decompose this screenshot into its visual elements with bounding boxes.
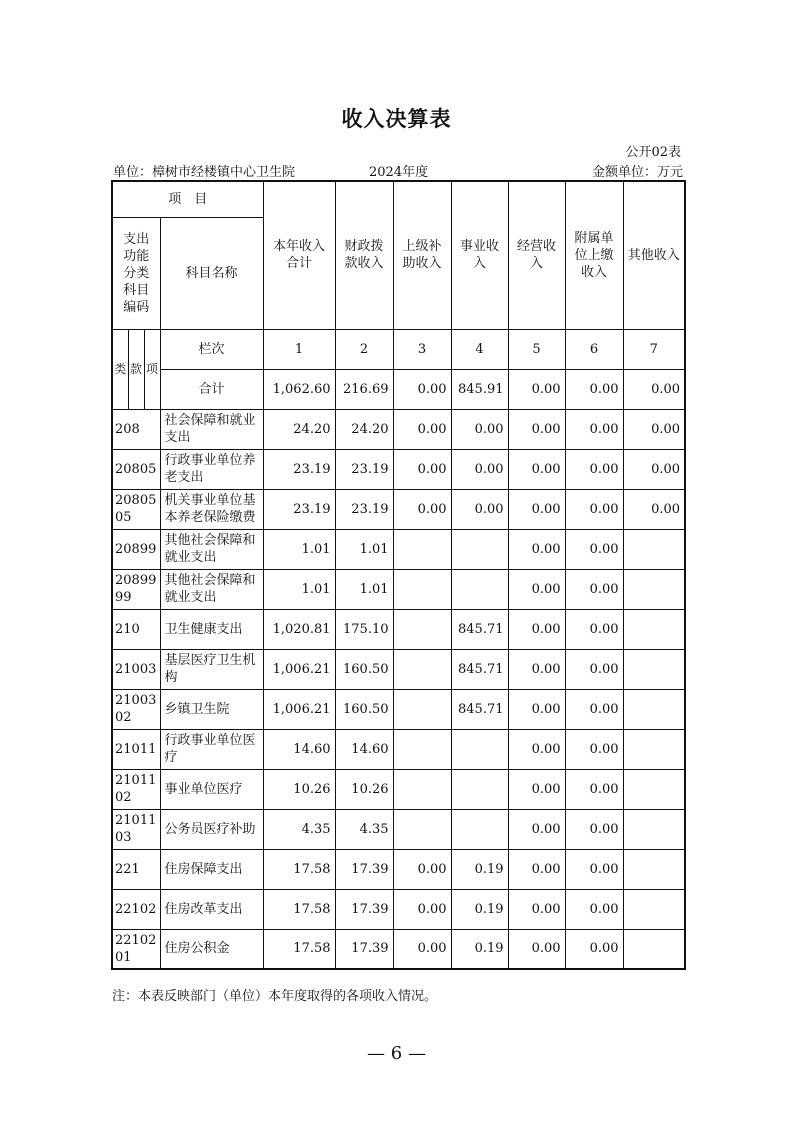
- row-total-income: 17.58: [263, 929, 335, 969]
- row-code: 210: [112, 609, 160, 649]
- row-fiscal-allocation: 160.50: [335, 649, 393, 689]
- header-lanci: 栏次: [160, 329, 263, 369]
- row-superior-subsidy: 0.00: [393, 409, 451, 449]
- row-subsidiary-income: 0.00: [565, 529, 623, 569]
- row-subsidiary-income: 0.00: [565, 609, 623, 649]
- form-number: 公开02表: [625, 145, 681, 160]
- row-business-income: 0.19: [451, 889, 508, 929]
- row-other-income: [623, 769, 685, 809]
- header-operating-income: 经营收入: [508, 181, 565, 329]
- row-other-income: [623, 689, 685, 729]
- header-subsidiary-income: 附属单位上缴收入: [565, 181, 623, 329]
- row-business-income: [451, 569, 508, 609]
- row-code: 208: [112, 409, 160, 449]
- header-total-income: 本年收入合计: [263, 181, 335, 329]
- row-total-income: 1,020.81: [263, 609, 335, 649]
- year-label: 2024年度: [369, 165, 429, 180]
- row-operating-income: 0.00: [508, 769, 565, 809]
- row-fiscal-allocation: 24.20: [335, 409, 393, 449]
- table-row: [112, 889, 685, 929]
- row-subsidiary-income: 0.00: [565, 409, 623, 449]
- row-other-income: 0.00: [623, 449, 685, 489]
- row-subject-name: 乡镇卫生院: [160, 689, 263, 729]
- total-cell: 1,062.60: [263, 369, 335, 409]
- row-code: 221: [112, 849, 160, 889]
- total-row: [112, 369, 685, 409]
- row-operating-income: 0.00: [508, 489, 565, 529]
- amount-unit-label: 金额单位：万元: [591, 165, 683, 180]
- row-fiscal-allocation: 17.39: [335, 929, 393, 969]
- row-business-income: 0.19: [451, 849, 508, 889]
- row-operating-income: 0.00: [508, 449, 565, 489]
- row-code: 2210201: [112, 929, 160, 969]
- row-total-income: 17.58: [263, 889, 335, 929]
- header-xiang: 项: [144, 329, 160, 409]
- row-other-income: [623, 809, 685, 849]
- col-number: 2: [335, 329, 393, 369]
- total-cell: 845.91: [451, 369, 508, 409]
- row-other-income: [623, 649, 685, 689]
- row-operating-income: 0.00: [508, 609, 565, 649]
- table-row: [112, 409, 685, 449]
- total-cell: 216.69: [335, 369, 393, 409]
- row-operating-income: 0.00: [508, 689, 565, 729]
- row-other-income: [623, 849, 685, 889]
- row-code: 2089999: [112, 569, 160, 609]
- row-subject-name: 卫生健康支出: [160, 609, 263, 649]
- row-code: 20899: [112, 529, 160, 569]
- header-fiscal-allocation: 财政拨款收入: [335, 181, 393, 329]
- row-subsidiary-income: 0.00: [565, 569, 623, 609]
- row-subsidiary-income: 0.00: [565, 809, 623, 849]
- row-business-income: 0.00: [451, 409, 508, 449]
- table-note: 注：本表反映部门（单位）本年度取得的各项收入情况。: [112, 989, 438, 1004]
- col-number: 5: [508, 329, 565, 369]
- row-fiscal-allocation: 1.01: [335, 569, 393, 609]
- row-operating-income: 0.00: [508, 409, 565, 449]
- header-lei: 类: [112, 329, 128, 409]
- row-fiscal-allocation: 17.39: [335, 889, 393, 929]
- row-subsidiary-income: 0.00: [565, 449, 623, 489]
- row-subject-name: 机关事业单位基本养老保险缴费: [160, 489, 263, 529]
- row-superior-subsidy: [393, 809, 451, 849]
- header-subject-name: 科目名称: [160, 217, 263, 329]
- row-superior-subsidy: [393, 769, 451, 809]
- row-operating-income: 0.00: [508, 809, 565, 849]
- row-superior-subsidy: [393, 729, 451, 769]
- row-code: 21003: [112, 649, 160, 689]
- row-business-income: [451, 729, 508, 769]
- row-fiscal-allocation: 23.19: [335, 489, 393, 529]
- row-subject-name: 公务员医疗补助: [160, 809, 263, 849]
- table-row: [112, 849, 685, 889]
- col-number: 7: [623, 329, 685, 369]
- row-total-income: 10.26: [263, 769, 335, 809]
- row-operating-income: 0.00: [508, 929, 565, 969]
- row-other-income: [623, 569, 685, 609]
- header-code: 支出功能分类科目编码: [112, 217, 160, 329]
- col-number: 1: [263, 329, 335, 369]
- row-business-income: 0.00: [451, 449, 508, 489]
- row-subject-name: 住房改革支出: [160, 889, 263, 929]
- row-subject-name: 其他社会保障和就业支出: [160, 529, 263, 569]
- row-other-income: [623, 889, 685, 929]
- row-operating-income: 0.00: [508, 649, 565, 689]
- table-row: [112, 929, 685, 969]
- row-fiscal-allocation: 10.26: [335, 769, 393, 809]
- row-business-income: 845.71: [451, 649, 508, 689]
- table-row: [112, 729, 685, 769]
- col-number: 6: [565, 329, 623, 369]
- table-row: [112, 569, 685, 609]
- row-superior-subsidy: 0.00: [393, 449, 451, 489]
- table-row: [112, 769, 685, 809]
- row-subject-name: 行政事业单位医疗: [160, 729, 263, 769]
- page-title: 收入决算表: [341, 106, 452, 131]
- row-operating-income: 0.00: [508, 889, 565, 929]
- total-cell: 0.00: [508, 369, 565, 409]
- row-total-income: 24.20: [263, 409, 335, 449]
- total-cell: 0.00: [623, 369, 685, 409]
- row-total-income: 1.01: [263, 569, 335, 609]
- row-operating-income: 0.00: [508, 529, 565, 569]
- row-other-income: 0.00: [623, 409, 685, 449]
- row-superior-subsidy: [393, 569, 451, 609]
- row-subsidiary-income: 0.00: [565, 649, 623, 689]
- table-row: [112, 529, 685, 569]
- row-operating-income: 0.00: [508, 849, 565, 889]
- table-row: [112, 489, 685, 529]
- header-other-income: 其他收入: [623, 181, 685, 329]
- row-fiscal-allocation: 160.50: [335, 689, 393, 729]
- row-total-income: 14.60: [263, 729, 335, 769]
- row-subsidiary-income: 0.00: [565, 729, 623, 769]
- row-subject-name: 社会保障和就业支出: [160, 409, 263, 449]
- col-number: 3: [393, 329, 451, 369]
- row-code: 2100302: [112, 689, 160, 729]
- row-other-income: [623, 729, 685, 769]
- row-subsidiary-income: 0.00: [565, 929, 623, 969]
- row-total-income: 1,006.21: [263, 689, 335, 729]
- page-number: — 6 —: [367, 1043, 426, 1064]
- row-operating-income: 0.00: [508, 729, 565, 769]
- row-code: 2101102: [112, 769, 160, 809]
- row-subject-name: 住房公积金: [160, 929, 263, 969]
- row-superior-subsidy: 0.00: [393, 889, 451, 929]
- row-code: 2101103: [112, 809, 160, 849]
- row-fiscal-allocation: 4.35: [335, 809, 393, 849]
- total-label: 合计: [160, 369, 263, 409]
- row-total-income: 23.19: [263, 489, 335, 529]
- total-cell: 0.00: [393, 369, 451, 409]
- header-superior-subsidy: 上级补助收入: [393, 181, 451, 329]
- unit-label: 单位：樟树市经楼镇中心卫生院: [113, 165, 296, 180]
- table-row: [112, 449, 685, 489]
- table-row: [112, 809, 685, 849]
- row-total-income: 1.01: [263, 529, 335, 569]
- row-business-income: [451, 529, 508, 569]
- row-other-income: [623, 529, 685, 569]
- row-subject-name: 其他社会保障和就业支出: [160, 569, 263, 609]
- row-code: 2080505: [112, 489, 160, 529]
- row-business-income: [451, 769, 508, 809]
- row-subject-name: 住房保障支出: [160, 849, 263, 889]
- row-other-income: [623, 609, 685, 649]
- row-total-income: 17.58: [263, 849, 335, 889]
- header-item: 项 目: [112, 181, 263, 217]
- row-other-income: 0.00: [623, 489, 685, 529]
- row-business-income: 845.71: [451, 689, 508, 729]
- header-kuan: 款: [128, 329, 144, 409]
- row-superior-subsidy: [393, 689, 451, 729]
- row-code: 20805: [112, 449, 160, 489]
- total-cell: 0.00: [565, 369, 623, 409]
- row-business-income: 845.71: [451, 609, 508, 649]
- row-subsidiary-income: 0.00: [565, 889, 623, 929]
- income-table: [111, 180, 686, 970]
- row-superior-subsidy: 0.00: [393, 929, 451, 969]
- row-subject-name: 基层医疗卫生机构: [160, 649, 263, 689]
- row-code: 22102: [112, 889, 160, 929]
- row-superior-subsidy: [393, 609, 451, 649]
- row-code: 21011: [112, 729, 160, 769]
- row-subsidiary-income: 0.00: [565, 849, 623, 889]
- table-row: [112, 609, 685, 649]
- row-fiscal-allocation: 14.60: [335, 729, 393, 769]
- row-other-income: [623, 929, 685, 969]
- row-business-income: [451, 809, 508, 849]
- header-business-income: 事业收入: [451, 181, 508, 329]
- table-row: [112, 689, 685, 729]
- row-business-income: 0.00: [451, 489, 508, 529]
- row-superior-subsidy: 0.00: [393, 849, 451, 889]
- row-superior-subsidy: [393, 649, 451, 689]
- row-operating-income: 0.00: [508, 569, 565, 609]
- table-row: [112, 649, 685, 689]
- row-total-income: 1,006.21: [263, 649, 335, 689]
- row-total-income: 23.19: [263, 449, 335, 489]
- row-superior-subsidy: [393, 529, 451, 569]
- row-total-income: 4.35: [263, 809, 335, 849]
- row-subsidiary-income: 0.00: [565, 689, 623, 729]
- row-fiscal-allocation: 1.01: [335, 529, 393, 569]
- row-fiscal-allocation: 17.39: [335, 849, 393, 889]
- row-fiscal-allocation: 175.10: [335, 609, 393, 649]
- row-subject-name: 行政事业单位养老支出: [160, 449, 263, 489]
- row-subsidiary-income: 0.00: [565, 769, 623, 809]
- row-subject-name: 事业单位医疗: [160, 769, 263, 809]
- row-subsidiary-income: 0.00: [565, 489, 623, 529]
- row-business-income: 0.19: [451, 929, 508, 969]
- row-superior-subsidy: 0.00: [393, 489, 451, 529]
- col-number: 4: [451, 329, 508, 369]
- report-meta: [113, 161, 683, 179]
- row-fiscal-allocation: 23.19: [335, 449, 393, 489]
